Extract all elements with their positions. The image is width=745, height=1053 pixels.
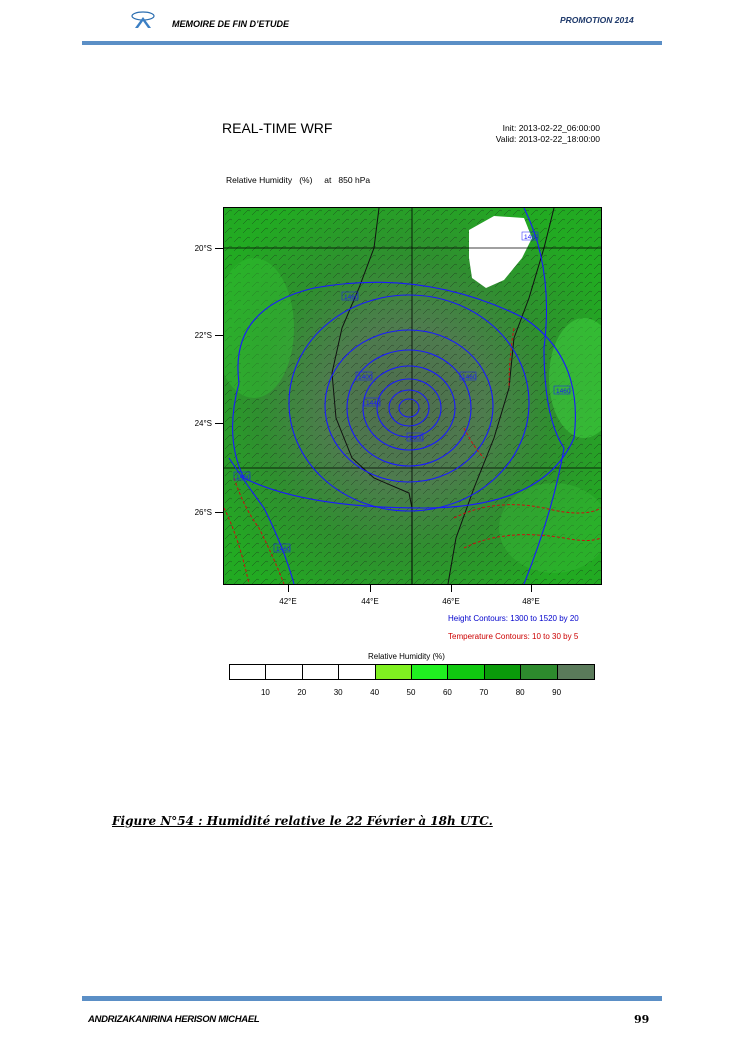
colorbar — [229, 664, 595, 680]
colorbar-tick-label: 90 — [552, 688, 562, 697]
colorbar-swatch — [376, 665, 412, 679]
colorbar-tick-label: 50 — [406, 688, 416, 697]
colorbar-tick-label: 40 — [370, 688, 380, 697]
lon-label-46e: 46°E — [442, 597, 460, 606]
colorbar-swatch — [412, 665, 448, 679]
colorbar-swatch — [230, 665, 266, 679]
colorbar-title: Relative Humidity (%) — [368, 652, 445, 661]
header-rule — [82, 41, 662, 45]
temperature-contours-legend: Temperature Contours: 10 to 30 by 5 — [448, 632, 579, 641]
footer-author: ANDRIZAKANIRINA HERISON MICHAEL — [88, 1014, 260, 1025]
colorbar-swatch — [558, 665, 594, 679]
figure-init-valid — [478, 123, 600, 145]
colorbar-tick-label: 60 — [442, 688, 452, 697]
contour-label: 1440 — [366, 400, 381, 407]
lon-label-44e: 44°E — [361, 597, 379, 606]
colorbar-swatch — [448, 665, 484, 679]
footer-rule — [82, 996, 662, 1001]
school-logo-icon — [130, 10, 156, 30]
contour-label: 1400 — [358, 374, 373, 381]
colorbar-swatch — [303, 665, 339, 679]
colorbar-tick-label: 70 — [479, 688, 489, 697]
lon-label-42e: 42°E — [279, 597, 297, 606]
colorbar-tick-label: 80 — [515, 688, 525, 697]
contour-label: 1460 — [462, 374, 477, 381]
figure-valid: Valid: 2013-02-22_18:00:00 — [495, 134, 600, 144]
figure-init: Init: 2013-02-22_06:00:00 — [502, 123, 600, 133]
lon-label-48e: 48°E — [522, 597, 540, 606]
weather-map-svg — [224, 208, 601, 584]
variable-rh: Relative Humidity (%) at 850 hPa — [226, 175, 371, 185]
lat-label-24s: 24°S — [194, 419, 212, 428]
contour-label: 1400 — [409, 435, 424, 442]
figure-title: REAL-TIME WRF — [222, 120, 333, 136]
lat-label-22s: 22°S — [194, 331, 212, 340]
colorbar-swatch — [266, 665, 302, 679]
contour-label: 1460 — [556, 388, 571, 395]
colorbar-tick-label: 30 — [333, 688, 343, 697]
contour-label: 1460 — [276, 546, 291, 553]
page-number: 99 — [634, 1013, 650, 1026]
colorbar-swatch — [521, 665, 557, 679]
colorbar-swatch — [339, 665, 375, 679]
contour-label: 1460 — [524, 234, 539, 241]
contour-label: 1460 — [344, 294, 359, 301]
colorbar-tick-label: 20 — [297, 688, 307, 697]
colorbar-swatch — [485, 665, 521, 679]
figure-caption: Figure N°54 : Humidité relative le 22 Février à 18h UTC. — [112, 814, 493, 828]
header-title: MEMOIRE DE FIN D’ETUDE — [172, 19, 290, 29]
lat-label-20s: 20°S — [194, 244, 212, 253]
height-contours-legend: Height Contours: 1300 to 1520 by 20 — [448, 614, 579, 623]
weather-map — [223, 207, 602, 585]
colorbar-tick-label: 10 — [260, 688, 270, 697]
lat-label-26s: 26°S — [194, 508, 212, 517]
contour-label: 1460 — [236, 474, 251, 481]
header-promotion: PROMOTION 2014 — [560, 15, 634, 25]
